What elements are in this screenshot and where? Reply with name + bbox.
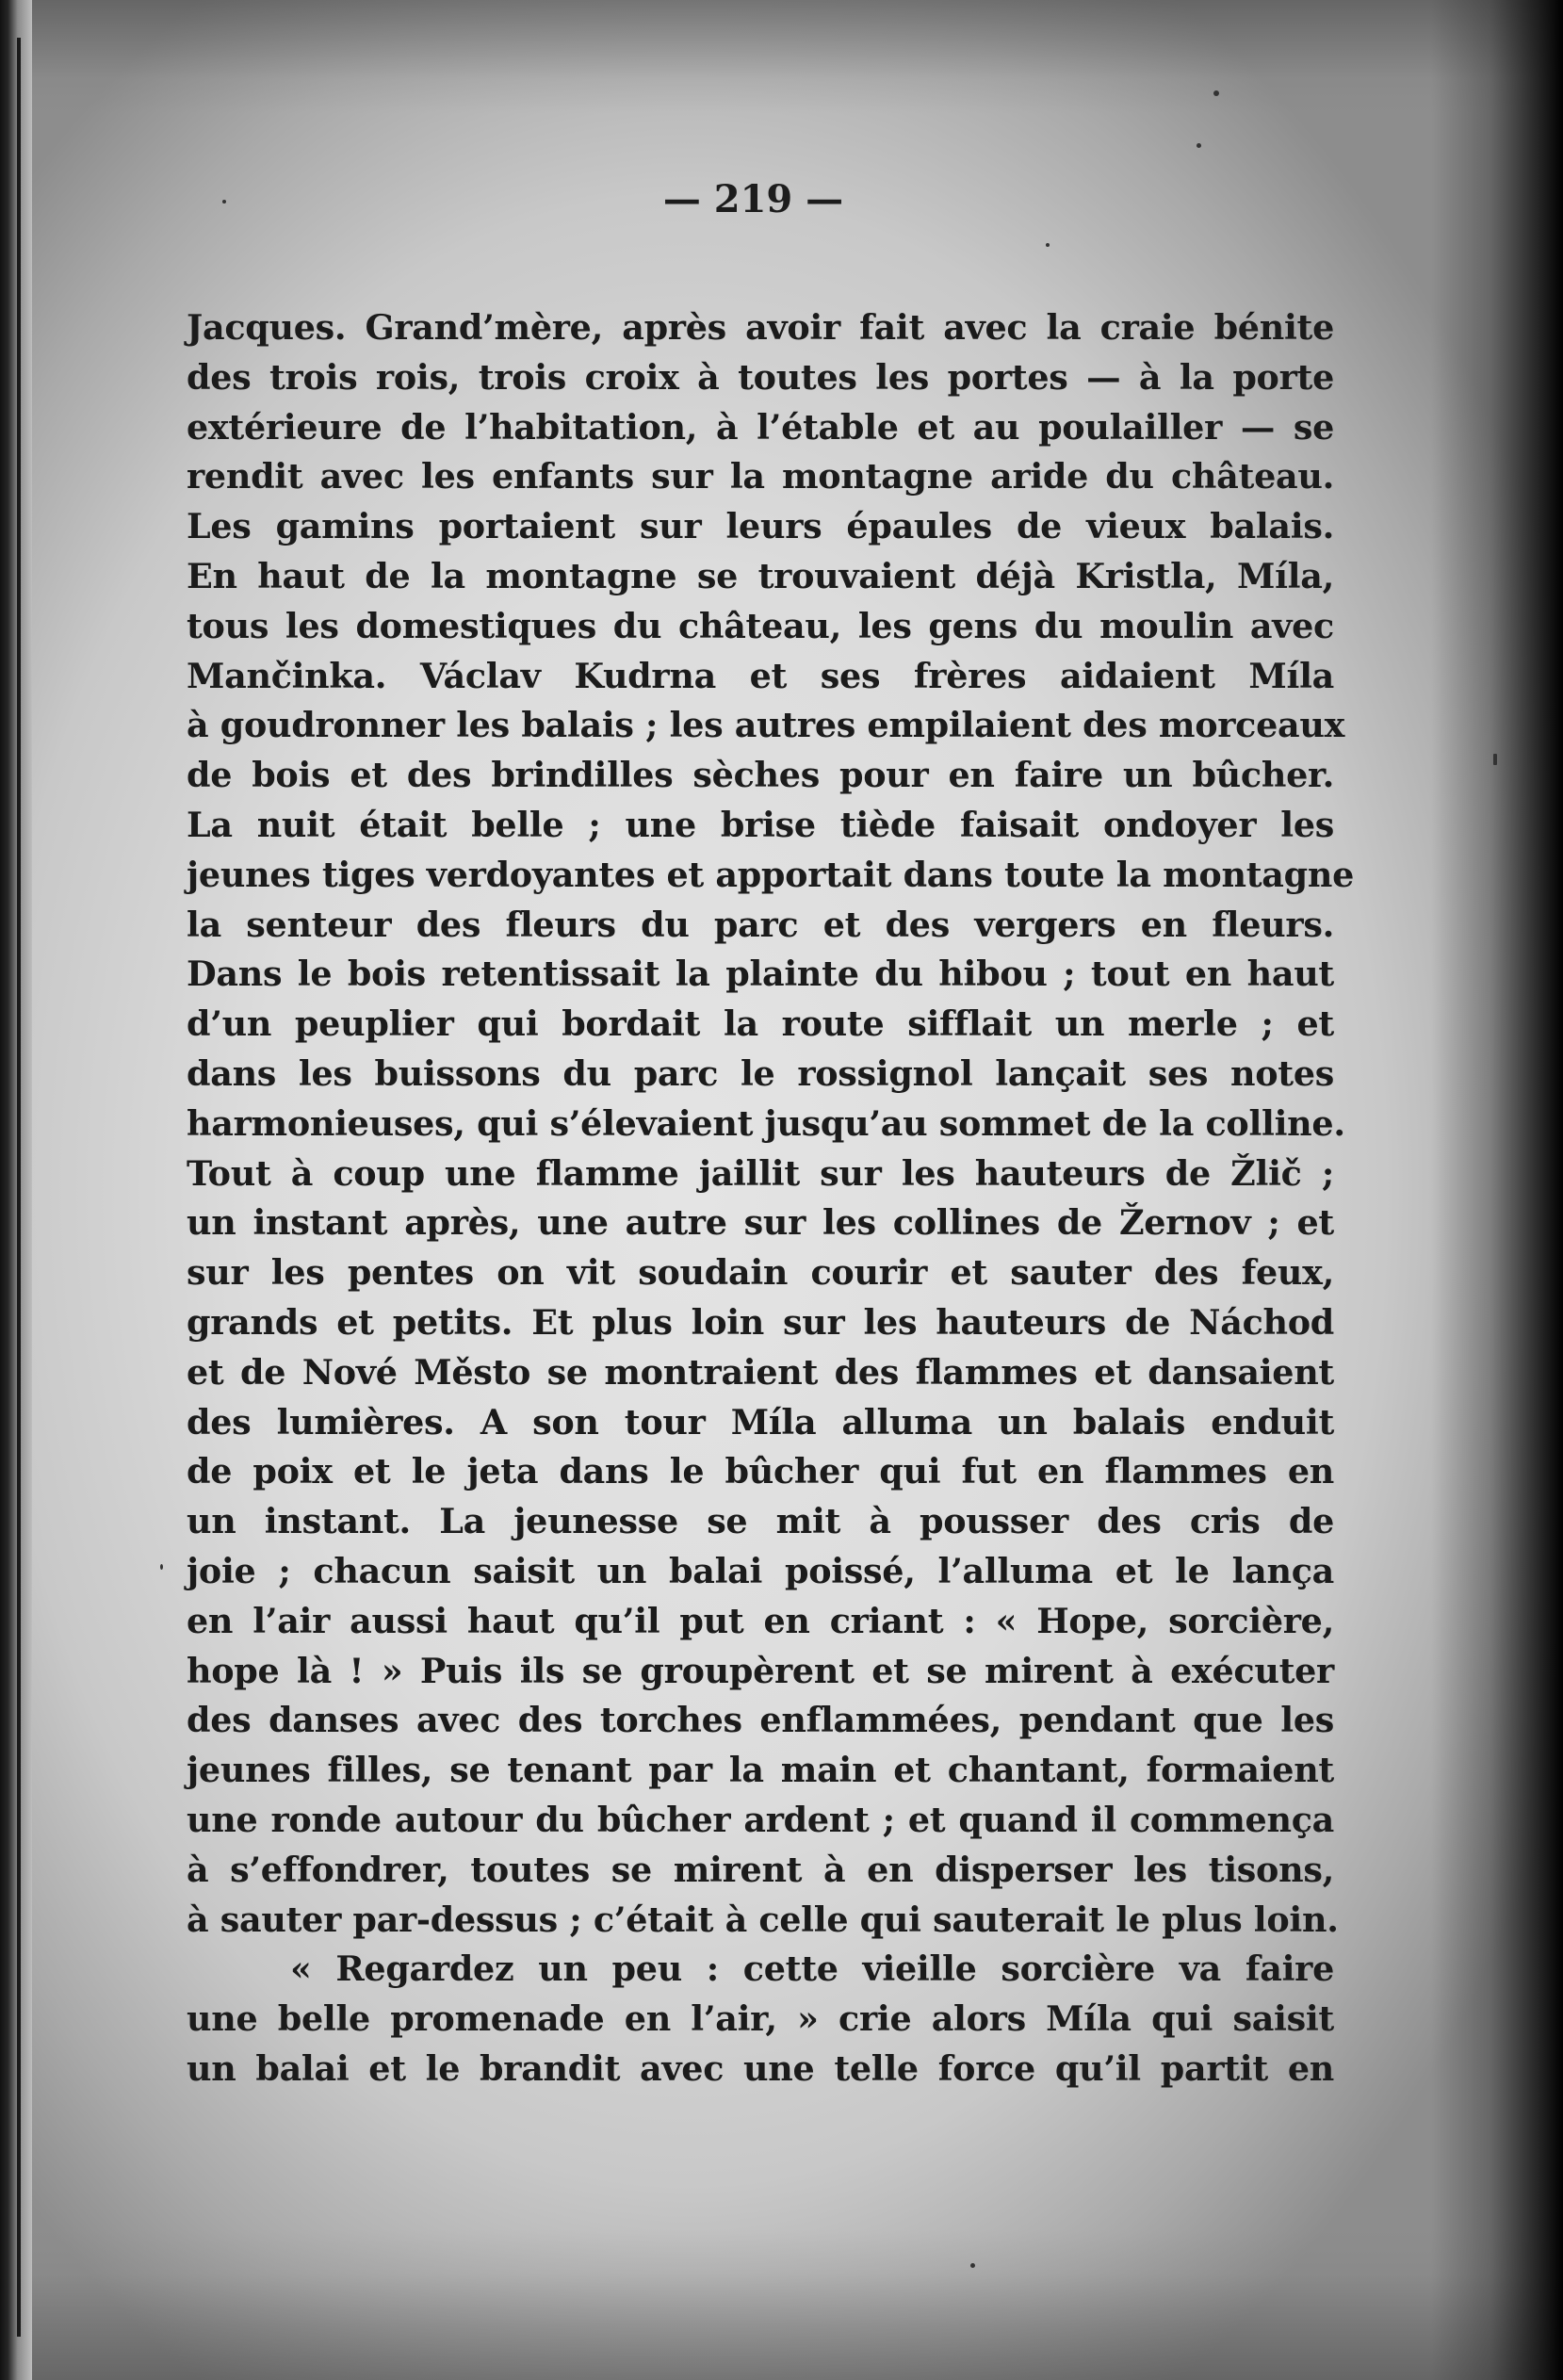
- text-line: rendit avec les enfants sur la montagne aride du château.: [187, 456, 1334, 497]
- text-line: des lumières. A son tour Míla alluma un balais enduit: [187, 1401, 1334, 1443]
- text-line: grands et petits. Et plus loin sur les hauteurs de Náchod: [187, 1301, 1334, 1343]
- text-line: de bois et des brindilles sèches pour en faire un bûcher.: [187, 755, 1334, 796]
- text-line: Mančinka. Václav Kudrna et ses frères aidaient Míla: [187, 655, 1334, 696]
- text-line: la senteur des fleurs du parc et des vergers en fleurs.: [187, 904, 1334, 945]
- text-line: des trois rois, trois croix à toutes les portes — à la porte: [187, 356, 1334, 398]
- text-line: hope là ! » Puis ils se groupèrent et se mirent à exécuter: [187, 1650, 1334, 1691]
- text-line: sur les pentes on vit soudain courir et sauter des feux,: [187, 1252, 1334, 1294]
- speck: [1046, 243, 1050, 247]
- text-line: Jacques. Grand’mère, après avoir fait avec la craie bénite: [187, 307, 1334, 348]
- binding-edge: [0, 0, 32, 2380]
- text-line: une ronde autour du bûcher ardent ; et quand il commença: [187, 1799, 1334, 1840]
- binding-line: [17, 38, 21, 2337]
- text-line: et de Nové Město se montraient des flammes et dansaient: [187, 1351, 1334, 1393]
- text-line: « Regardez un peu : cette vieille sorcière va faire: [290, 1948, 1334, 1990]
- text-line: Dans le bois retentissait la plainte du hibou ; tout en haut: [187, 954, 1334, 995]
- text-line: La nuit était belle ; une brise tiède faisait ondoyer les: [187, 804, 1334, 845]
- text-line: à sauter par-dessus ; c’était à celle qui sauterait le plus loin.: [187, 1899, 1339, 1940]
- text-line: dans les buissons du parc le rossignol lançait ses notes: [187, 1052, 1334, 1094]
- body-text: [187, 303, 1354, 2095]
- text-line: joie ; chacun saisit un balai poissé, l’alluma et le lança: [187, 1550, 1334, 1591]
- text-line: jeunes filles, se tenant par la main et chantant, formaient: [187, 1750, 1334, 1791]
- text-line: de poix et le jeta dans le bûcher qui fut en flammes en: [187, 1451, 1334, 1492]
- right-edge-shadow: [1431, 0, 1563, 2380]
- text-line: jeunes tiges verdoyantes et apportait dans toute la montagne: [187, 854, 1354, 895]
- text-line: Tout à coup une flamme jaillit sur les hauteurs de Žlič ;: [187, 1152, 1334, 1194]
- text-line: En haut de la montagne se trouvaient déjà Kristla, Míla,: [187, 555, 1334, 596]
- text-line: extérieure de l’habitation, à l’étable et au poulailler — se: [187, 406, 1334, 448]
- text-line: harmonieuses, qui s’élevaient jusqu’au sommet de la colline.: [187, 1102, 1345, 1144]
- top-shadow: [0, 0, 1563, 113]
- text-line: des danses avec des torches enflammées, pendant que les: [187, 1700, 1334, 1741]
- text-line: une belle promenade en l’air, » crie alors Míla qui saisit: [187, 1998, 1334, 2040]
- bottom-shadow: [0, 2229, 1563, 2380]
- speck: [1213, 90, 1219, 96]
- page-number: — 219 —: [662, 177, 844, 221]
- text-line: un balai et le brandit avec une telle force qu’il partit en: [187, 2047, 1334, 2089]
- speck: [970, 2263, 975, 2268]
- text-line: un instant. La jeunesse se mit à pousser des cris de: [187, 1501, 1334, 1542]
- text-line: d’un peuplier qui bordait la route sifflait un merle ; et: [187, 1003, 1334, 1045]
- text-line: tous les domestiques du château, les gens du moulin avec: [187, 605, 1334, 646]
- text-line: à s’effondrer, toutes se mirent à en disperser les tisons,: [187, 1849, 1334, 1890]
- speck: [1493, 754, 1497, 765]
- text-line: Les gamins portaient sur leurs épaules de vieux balais.: [187, 506, 1334, 547]
- text-line: en l’air aussi haut qu’il put en criant : « Hope, sorcière,: [187, 1600, 1334, 1641]
- text-line: un instant après, une autre sur les collines de Žernov ; et: [187, 1202, 1334, 1244]
- speck: [160, 1564, 163, 1570]
- text-line: à goudronner les balais ; les autres empilaient des morceaux: [187, 705, 1345, 746]
- speck: [1197, 143, 1201, 148]
